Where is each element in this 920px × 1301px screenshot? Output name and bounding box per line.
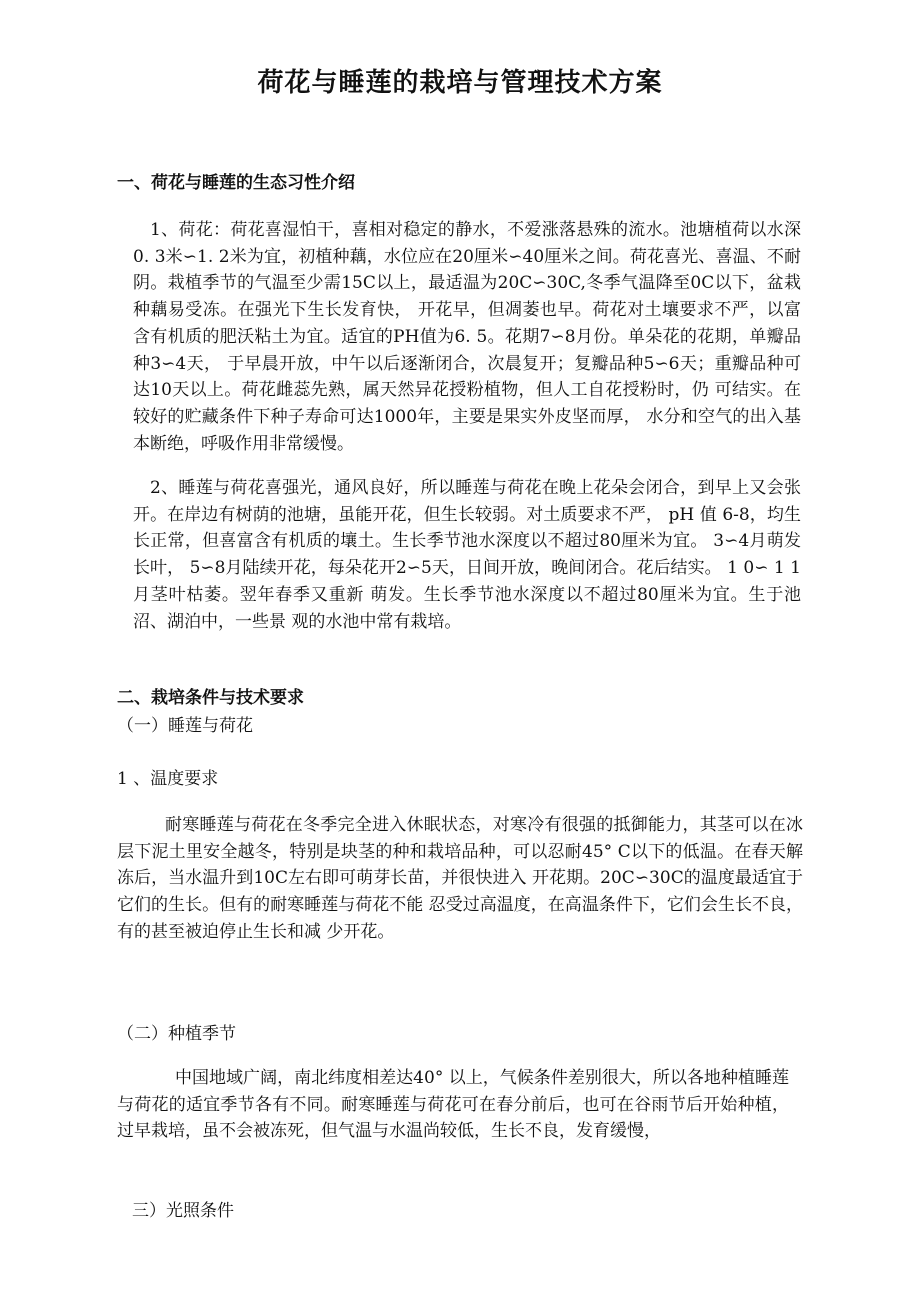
document-title: 荷花与睡莲的栽培与管理技术方案 [257, 68, 663, 98]
section-2-heading: 二、栽培条件与技术要求 [117, 688, 304, 708]
subsection-1-heading: （一）睡莲与荷花 [117, 716, 253, 736]
paragraph-lotus: 1、荷花：荷花喜湿怕干，喜相对稳定的静水，不爱涨落悬殊的流水。池塘植荷以水深0. 3米∽1. 2米为宜，初植种藕，水位应在20厘米∽40厘米之间。荷花喜光、喜温、不耐阴。栽植季节的气温至少需15C以上，最适温为20C∽30C,冬季气温降至0C以下，盆栽种藕易受冻。在强光下生长发育快， 开花早，但凋萎也早。荷花对土壤要求不严，以富含有机质的肥沃粘土为宜。适宜的PH值为6. 5。花期7∽8月份。单朵花的花期，单瓣品种3∽4天， 于早晨开放，中午以后逐渐闭合，次晨复开；复瓣品种5∽6天；重瓣品种可 达10天以上。荷花雌蕊先熟，属天然异花授粉植物，但人工自花授粉时，仍 可结实。在较好的贮藏条件下种子寿命可达1000年，主要是果实外皮坚而厚， 水分和空气的出入基本断绝，呼吸作用非常缓慢。 [133, 220, 801, 454]
paragraph-temperature: 耐寒睡莲与荷花在冬季完全进入休眠状态，对寒冷有很强的抵御能力，其茎可以在冰层下泥土里安全越冬，特别是块茎的种和栽培品种，可以忍耐45° C以下的低温。在春天解冻后，当水温升到10C左右即可萌芽长苗，并很快进入 开花期。20C∽30C的温度最适宜于它们的生长。但有的耐寒睡莲与荷花不能 忍受过高温度，在高温条件下，它们会生长不良，有的甚至被迫停止生长和减 少开花。 [117, 815, 803, 942]
subsection-2-heading: （二）种植季节 [117, 1024, 236, 1044]
paragraph-waterlily: 2、睡莲与荷花喜强光，通风良好，所以睡莲与荷花在晚上花朵会闭合，到早上又会张开。在岸边有树荫的池塘，虽能开花，但生长较弱。对土质要求不严， pH 值 6-8，均生长正常，但喜富含有机质的壤土。生长季节池水深度以不超过80厘米为宜。 3∽4月萌发长叶， 5∽8月陆续开花，每朵花开2∽5天，日间开放，晚间闭合。花后结实。 1 0∽ 1 1月茎叶枯萎。翌年春季又重新 萌发。生长季节池水深度以不超过80厘米为宜。生于池沼、湖泊中，一些景 观的水池中常有栽培。 [133, 478, 801, 632]
subsection-3-heading: 三）光照条件 [132, 1201, 234, 1221]
paragraph-season: 中国地域广阔，南北纬度相差达40° 以上，气候条件差别很大，所以各地种植睡莲与荷花的适宜季节各有不同。耐寒睡莲与荷花可在春分前后，也可在谷雨节后开始种植，过早栽培，虽不会被冻死，但气温与水温尚较低，生长不良，发育缓慢， [117, 1068, 789, 1142]
temperature-heading: 1 、温度要求 [117, 769, 219, 789]
section-1-heading: 一、荷花与睡莲的生态习性介绍 [117, 173, 355, 193]
